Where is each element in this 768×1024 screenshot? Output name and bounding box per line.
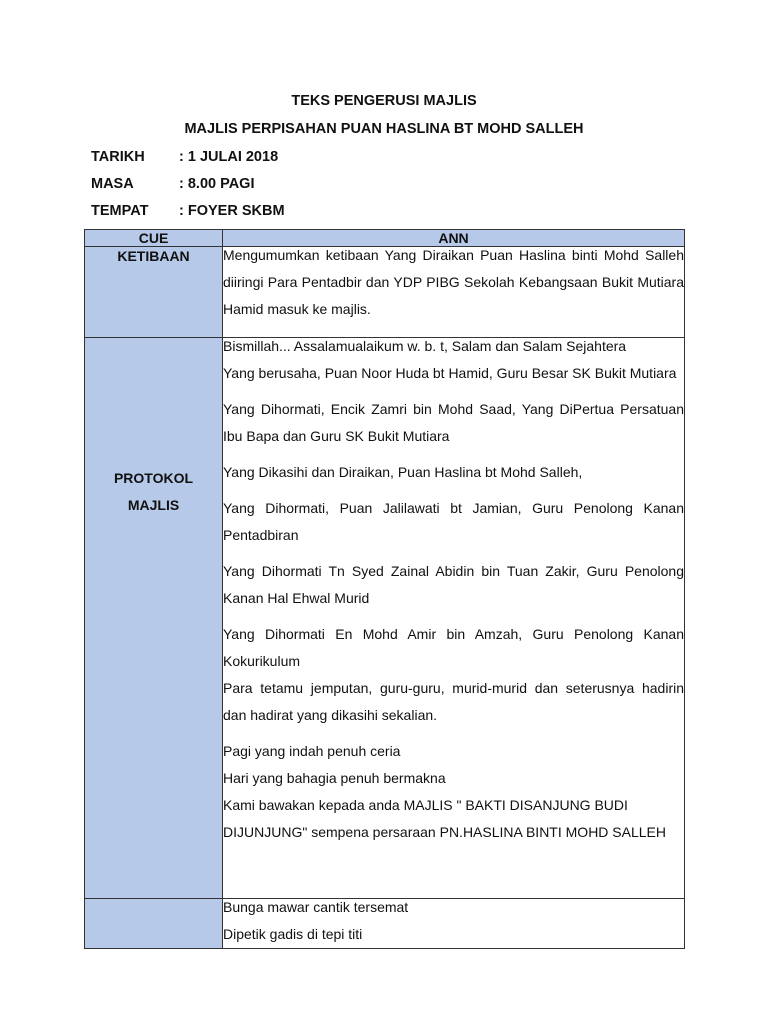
cue-cell <box>85 338 223 899</box>
ann-line: Yang Dihormati, Puan Jalilawati bt Jamian, Guru Penolong Kanan Pentadbiran <box>223 500 684 543</box>
ann-line: Kami bawakan kepada anda MAJLIS " BAKTI DISANJUNG BUDI DIJUNJUNG" sempena persaraan PN.HASLINA BINTI MOHD SALLEH <box>223 797 666 840</box>
cue-cell <box>85 899 223 949</box>
cue-protokol-majlis <box>85 465 222 519</box>
header-cue: CUE <box>85 230 223 247</box>
document-subtitle: MAJLIS PERPISAHAN PUAN HASLINA BT MOHD SALLEH <box>184 121 584 137</box>
table-row <box>85 247 685 338</box>
cue-ketibaan: KETIBAAN <box>117 248 190 264</box>
ann-line: Dipetik gadis di tepi titi <box>223 926 363 942</box>
cue-protokol-line1: PROTOKOL <box>113 470 194 486</box>
ann-line: Mengumumkan ketibaan Yang Diraikan Puan Haslina binti Mohd Salleh diiringi Para Pentadbir dan YDP PIBG Sekolah Kebangsaan Bukit Mutiara Hamid masuk ke majlis. <box>223 247 684 317</box>
meta-time-key: MASA <box>91 176 134 192</box>
meta-venue-key: TEMPAT <box>91 203 149 219</box>
meta-date-key: TARIKH <box>91 149 145 165</box>
ann-line: Yang Dihormati Tn Syed Zainal Abidin bin Tuan Zakir, Guru Penolong Kanan Hal Ehwal Murid <box>223 563 684 606</box>
ann-line: Yang Dihormati, Encik Zamri bin Mohd Saad, Yang DiPertua Persatuan Ibu Bapa dan Guru SK Bukit Mutiara <box>223 401 684 444</box>
meta-date-value: : 1 JULAI 2018 <box>179 149 279 165</box>
meta-venue <box>91 203 285 219</box>
script-table <box>84 229 685 949</box>
table-row <box>85 338 685 899</box>
ann-cell <box>223 899 685 949</box>
meta-time <box>91 176 254 192</box>
cue-cell <box>85 247 223 338</box>
ann-line: Yang Dihormati En Mohd Amir bin Amzah, Guru Penolong Kanan Kokurikulum <box>223 626 684 669</box>
ann-line: Hari yang bahagia penuh bermakna <box>223 770 446 786</box>
document-title: TEKS PENGERUSI MAJLIS <box>291 93 477 109</box>
ann-line: Yang berusaha, Puan Noor Huda bt Hamid, Guru Besar SK Bukit Mutiara <box>223 365 677 381</box>
ann-line: Bismillah... Assalamualaikum w. b. t, Salam dan Salam Sejahtera <box>223 338 627 354</box>
cue-protokol-line2: MAJLIS <box>127 497 180 513</box>
ann-cell <box>223 247 685 338</box>
meta-time-value: : 8.00 PAGI <box>179 176 255 192</box>
meta-venue-value: : FOYER SKBM <box>179 203 285 219</box>
ann-cell <box>223 338 685 899</box>
header-ann: ANN <box>223 230 685 247</box>
ann-line: Para tetamu jemputan, guru-guru, murid-murid dan seterusnya hadirin dan hadirat yang dikasihi sekalian. <box>223 680 684 723</box>
ann-line: Pagi yang indah penuh ceria <box>223 743 401 759</box>
ann-line: Bunga mawar cantik tersemat <box>223 899 409 915</box>
table-row <box>85 899 685 949</box>
ann-line: Yang Dikasihi dan Diraikan, Puan Haslina bt Mohd Salleh, <box>223 464 583 480</box>
meta-date <box>91 149 278 165</box>
